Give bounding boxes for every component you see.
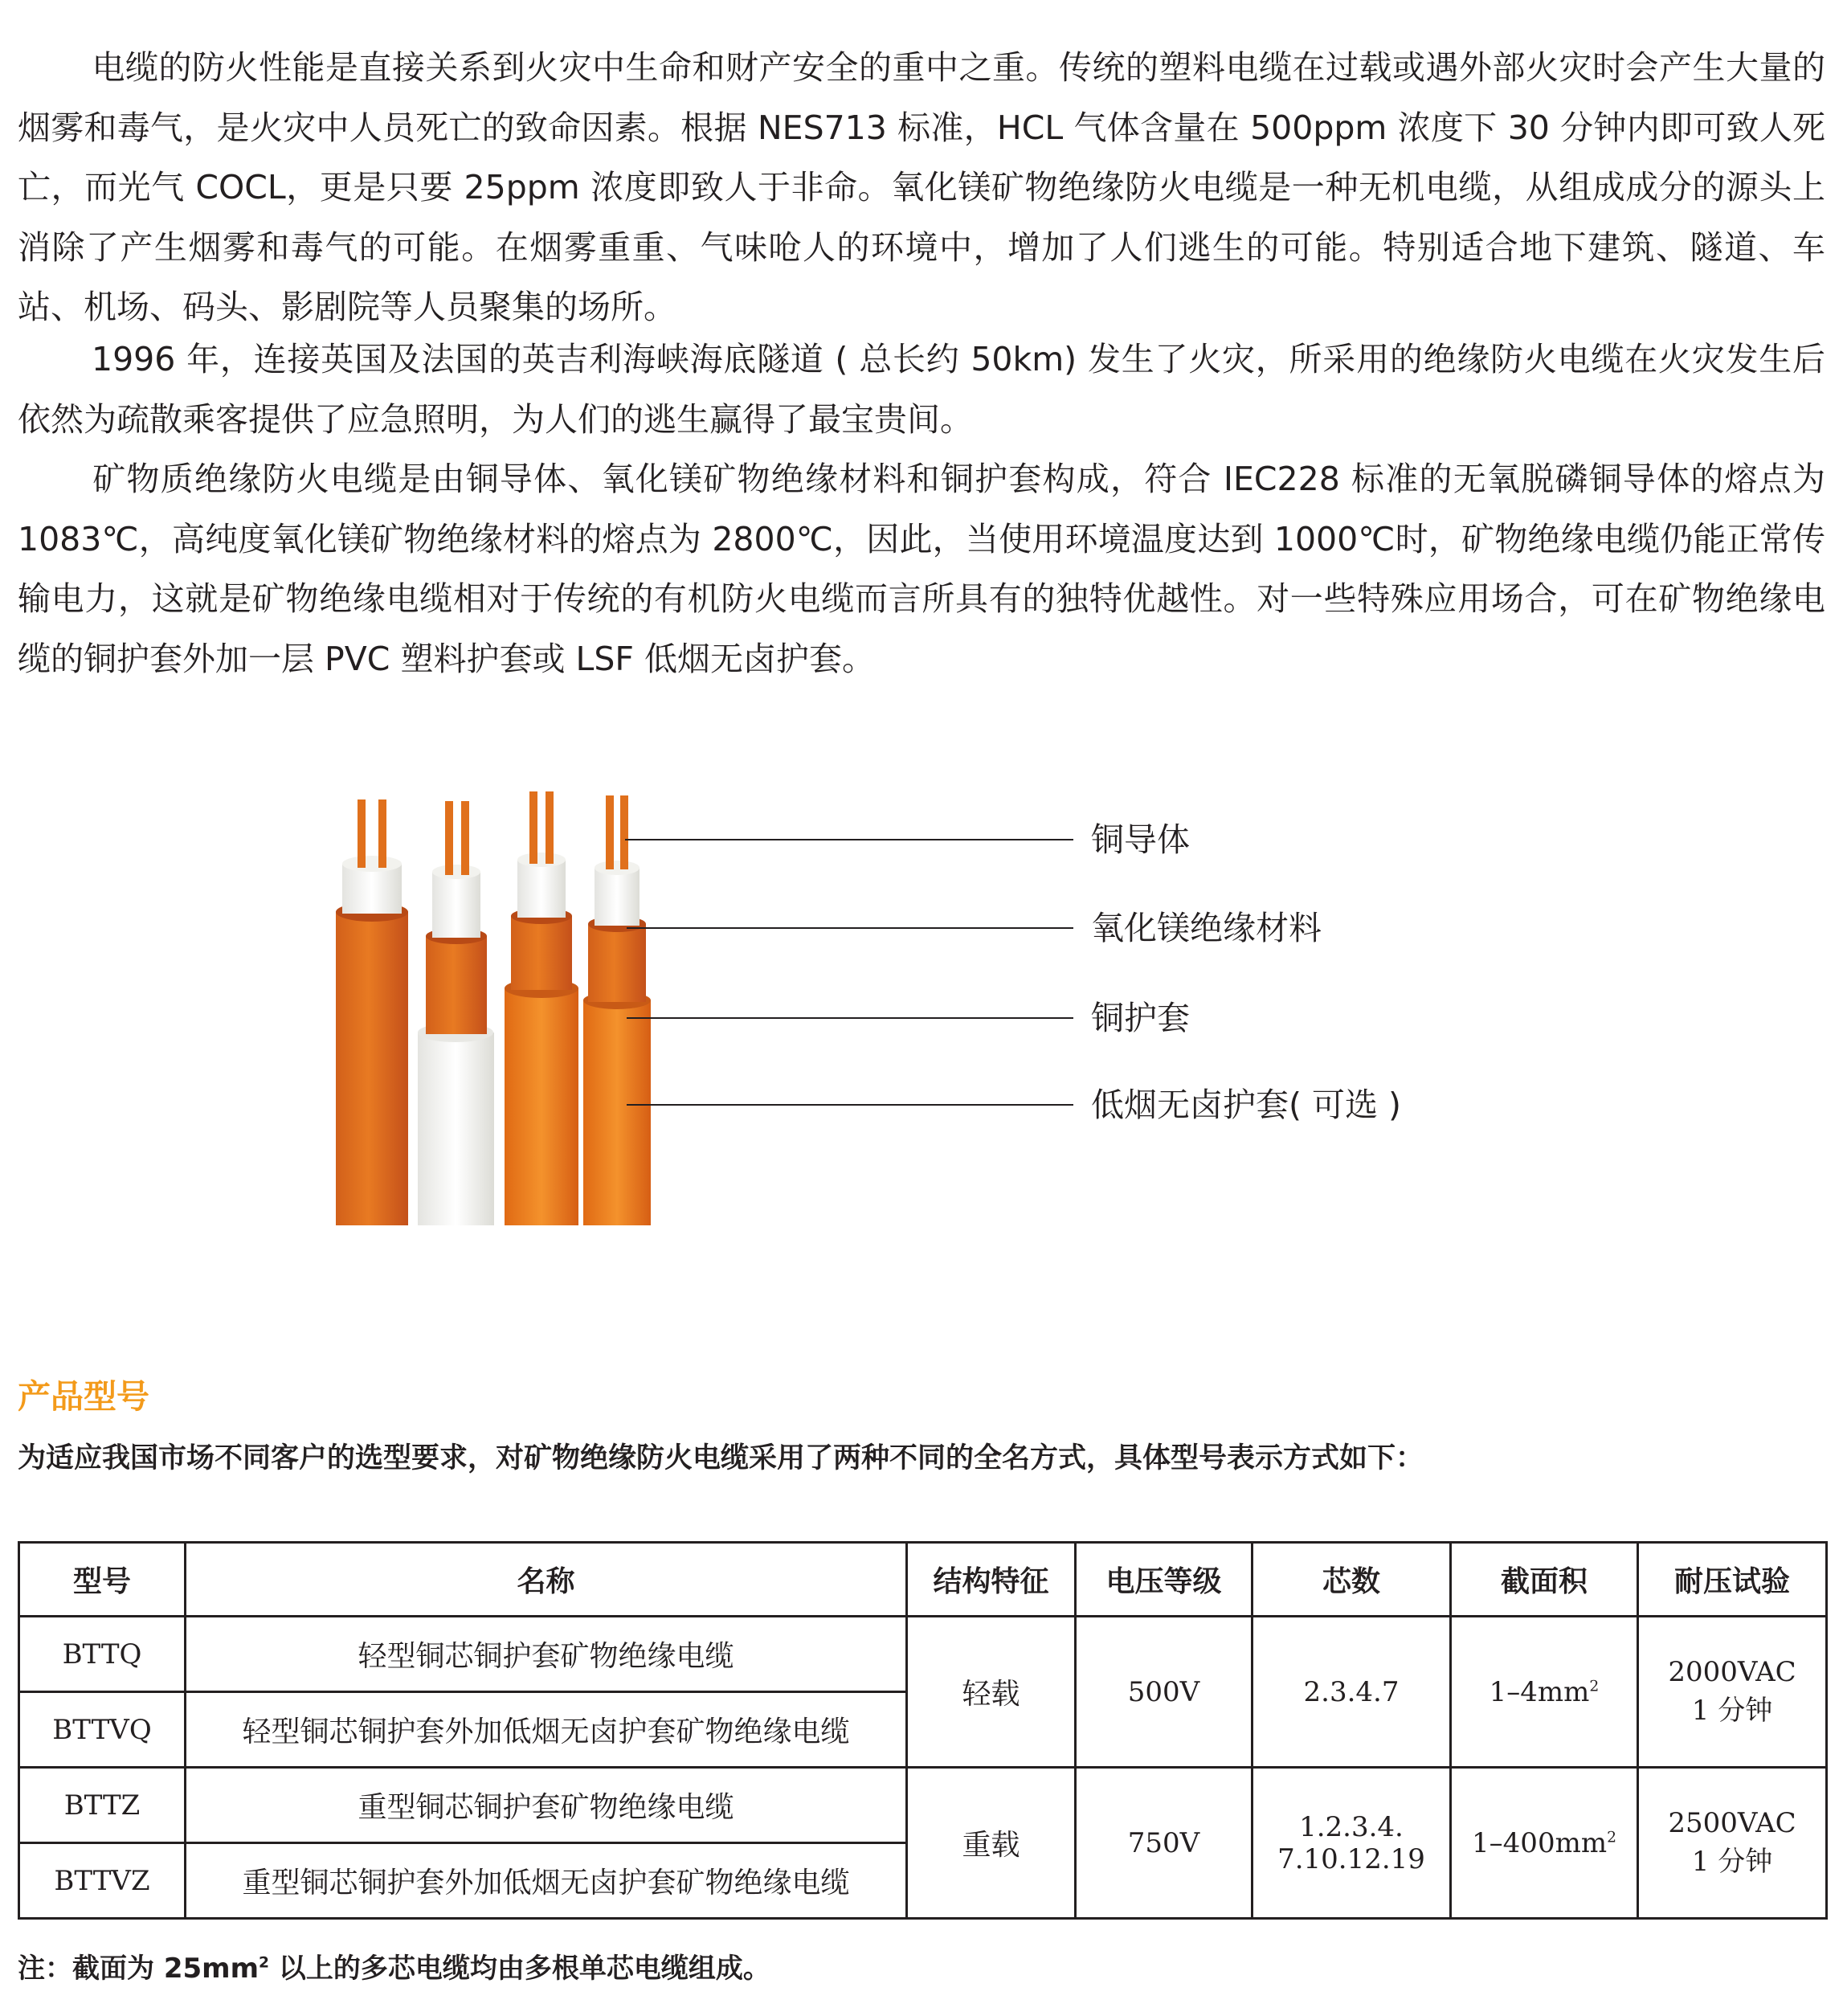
header-area: 截面积 <box>1451 1543 1638 1617</box>
structure-cell: 轻载 <box>907 1617 1076 1768</box>
cable-2 <box>418 801 494 1225</box>
header-voltage: 电压等级 <box>1076 1543 1253 1617</box>
callout-lsf-sheath: 低烟无卤护套( 可选 ) <box>1091 1086 1402 1124</box>
area-cell: $1-4mm^2$ <box>1451 1617 1638 1768</box>
cable-1 <box>336 799 408 1225</box>
test-cell: 2500VAC 1 分钟 <box>1638 1768 1827 1919</box>
model-cell: BTTZ <box>19 1768 186 1843</box>
cores-cell: 2.3.4.7 <box>1253 1617 1451 1768</box>
header-model: 型号 <box>19 1543 186 1617</box>
cable-4 <box>583 795 651 1225</box>
header-structure: 结构特征 <box>907 1543 1076 1617</box>
header-name: 名称 <box>186 1543 907 1617</box>
model-cell: BTTVQ <box>19 1692 186 1768</box>
callout-mgo-insulation: 氧化镁绝缘材料 <box>1091 909 1322 947</box>
name-cell: 轻型铜芯铜护套外加低烟无卤护套矿物绝缘电缆 <box>186 1692 907 1768</box>
footnote: 注：截面为 25mm$^2$ 以上的多芯电缆均由多根单芯电缆组成。 <box>18 1953 770 1985</box>
header-test: 耐压试验 <box>1638 1543 1827 1617</box>
name-cell: 重型铜芯铜护套外加低烟无卤护套矿物绝缘电缆 <box>186 1843 907 1919</box>
table-row <box>19 1617 1827 1692</box>
cores-cell: 1.2.3.4. 7.10.12.19 <box>1253 1768 1451 1919</box>
voltage-cell: 500V <box>1076 1617 1253 1768</box>
model-cell: BTTQ <box>19 1617 186 1692</box>
channel-tunnel-paragraph: 1996 年，连接英国及法国的英吉利海峡海底隧道 ( 总长约 50km) 发生了火灾，所采用的绝缘防火电缆在火灾发生后依然为疏散乘客提供了应急照明，为人们的逃生赢得了最宝贵间。 <box>18 340 1825 439</box>
test-cell: 2000VAC 1 分钟 <box>1638 1617 1827 1768</box>
name-cell: 重型铜芯铜护套矿物绝缘电缆 <box>186 1768 907 1843</box>
callout-copper-conductor: 铜导体 <box>1091 820 1190 859</box>
section-description: 为适应我国市场不同客户的选型要求，对矿物绝缘防火电缆采用了两种不同的全名方式，具体型号表示方式如下： <box>18 1442 1424 1474</box>
area-cell: $1-400mm^2$ <box>1451 1768 1638 1919</box>
cable-3 <box>505 791 578 1225</box>
structure-paragraph: 矿物质绝缘防火电缆是由铜导体、氧化镁矿物绝缘材料和铜护套构成，符合 IEC228 标准的无氧脱磷铜导体的熔点为 1083℃，高纯度氧化镁矿物绝缘材料的熔点为 2800℃，因此，当使用环境温度达到 1000℃时，矿物绝缘电缆仍能正常传输电力，这就是矿物绝缘电缆相对于传统的有机防火电缆而言所具有的独特优越性。对一些特殊应用场合，可在矿物绝缘电缆的铜护套外加一层 PVC 塑料护套或 LSF 低烟无卤护套。 <box>18 460 1825 678</box>
intro-paragraph: 电缆的防火性能是直接关系到火灾中生命和财产安全的重中之重。传统的塑料电缆在过载或遇外部火灾时会产生大量的烟雾和毒气，是火灾中人员死亡的致命因素。根据 NES713 标准，HCL 气体含量在 500ppm 浓度下 30 分钟内即可致人死亡，而光气 COCL，更是只要 25ppm 浓度即致人于非命。氧化镁矿物绝缘防火电缆是一种无机电缆，从组成成分的源头上消除了产生烟雾和毒气的可能。在烟雾重重、气味呛人的环境中，增加了人们逃生的可能。特别适合地下建筑、隧道、车站、机场、码头、影剧院等人员聚集的场所。 <box>18 48 1825 326</box>
table-row <box>19 1768 1827 1843</box>
model-cell: BTTVZ <box>19 1843 186 1919</box>
table-header-row <box>19 1543 1827 1617</box>
model-table <box>18 1541 1828 1920</box>
structure-cell: 重载 <box>907 1768 1076 1919</box>
header-cores: 芯数 <box>1253 1543 1451 1617</box>
voltage-cell: 750V <box>1076 1768 1253 1919</box>
cable-structure-illustration <box>321 783 1446 1257</box>
name-cell: 轻型铜芯铜护套矿物绝缘电缆 <box>186 1617 907 1692</box>
section-title: 产品型号 <box>18 1377 149 1416</box>
callout-copper-sheath: 铜护套 <box>1091 999 1190 1037</box>
